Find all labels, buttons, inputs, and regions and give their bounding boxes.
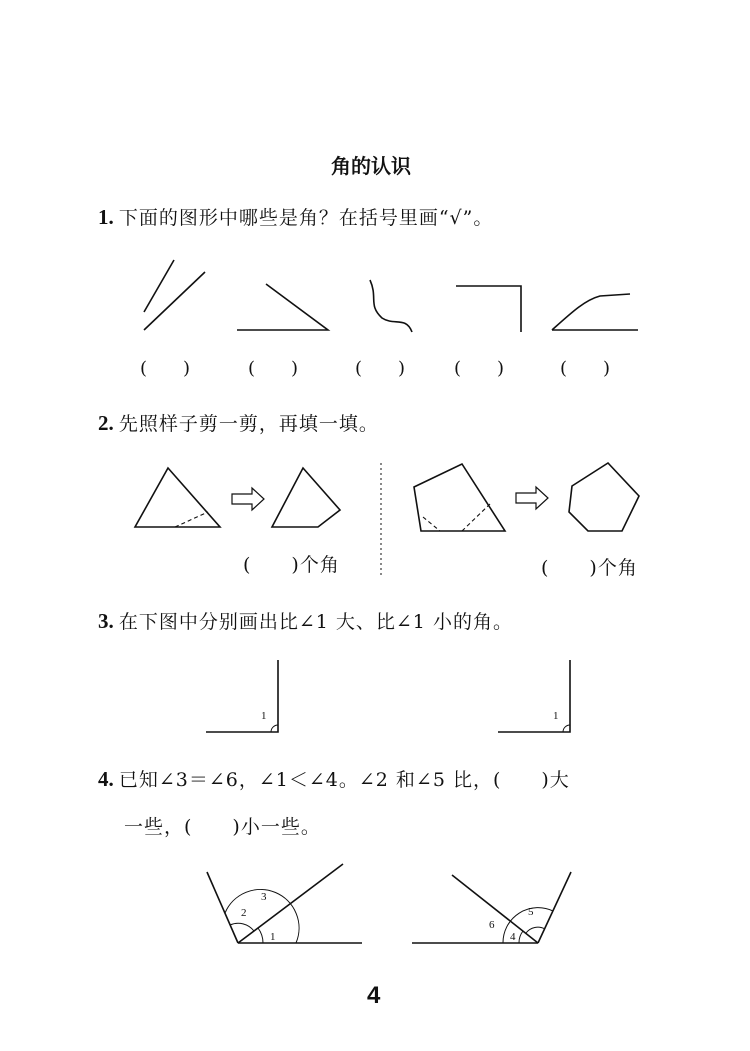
- q1-blank-5[interactable]: ( ): [560, 358, 611, 379]
- q1-blank-3[interactable]: ( ): [355, 358, 406, 379]
- q4-left-ray: [207, 872, 238, 943]
- question-number: 4.: [98, 767, 114, 791]
- angle-label: 1: [553, 710, 559, 722]
- q2-answer-right[interactable]: ( )个角: [541, 557, 638, 579]
- question-number: 3.: [98, 609, 114, 633]
- angle-label: 4: [510, 931, 516, 943]
- question-text: 下面的图形中哪些是角？在括号里画“√”。: [118, 207, 494, 229]
- angle-arc-icon: [230, 923, 254, 931]
- question-text: 在下图中分别画出比∠1 大、比∠1 小的角。: [118, 611, 513, 633]
- question-number: 2.: [98, 411, 114, 435]
- q4-right-ray: [452, 875, 538, 943]
- angle-label: 6: [489, 919, 495, 931]
- question-number: 1.: [98, 205, 114, 229]
- angle-label: 1: [261, 710, 267, 722]
- q1-blank-2[interactable]: ( ): [248, 358, 299, 379]
- angle-label: 5: [528, 906, 534, 918]
- page-number: 4: [367, 982, 381, 1009]
- angle-label: 1: [270, 931, 276, 943]
- question-text: 已知∠3＝∠6，∠1＜∠4。∠2 和∠5 比，( )大: [118, 769, 570, 791]
- angle-label: 3: [261, 891, 267, 903]
- angle-arc-icon: [258, 928, 263, 943]
- q2-answer-left[interactable]: ( )个角: [243, 554, 340, 576]
- angle-arc-icon: [519, 931, 523, 943]
- angle-arc-icon: [526, 927, 545, 933]
- question-text: 先照样子剪一剪，再填一填。: [118, 413, 379, 435]
- q1-blank-1[interactable]: ( ): [140, 358, 191, 379]
- q1-blank-4[interactable]: ( ): [454, 358, 505, 379]
- angle-label: 2: [241, 907, 247, 919]
- question-4-line2: 一些，( )小一些。: [124, 816, 321, 838]
- page-title: 角的认识: [331, 154, 411, 178]
